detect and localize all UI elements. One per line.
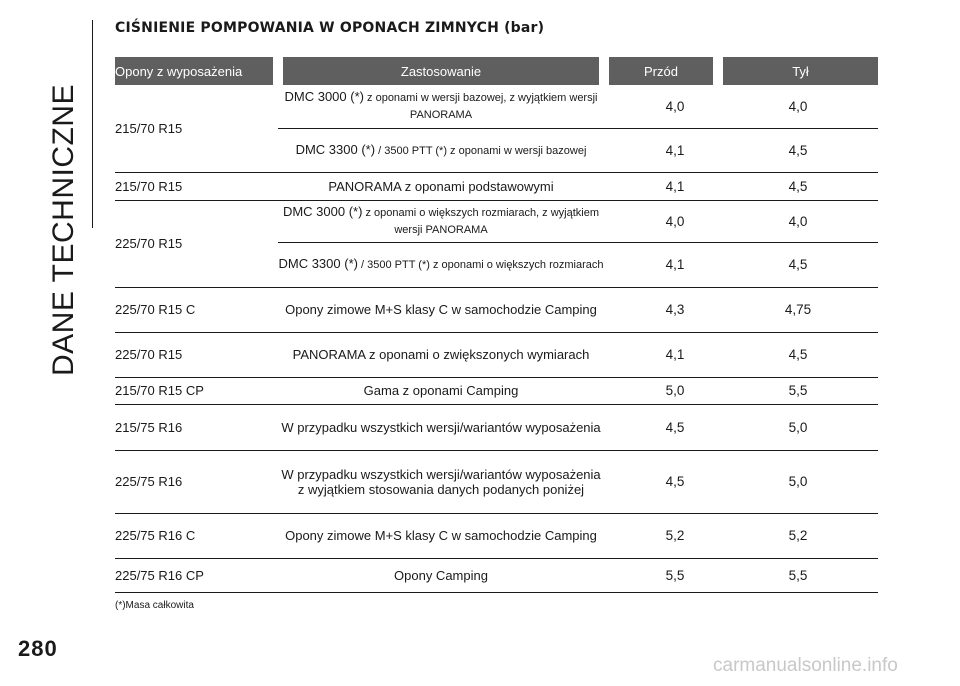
usage-main: DMC 3300 (*) [278, 256, 358, 271]
front-pressure-cell: 4,1 [604, 172, 718, 200]
front-pressure-cell: 5,5 [604, 558, 718, 592]
usage-cell [278, 404, 604, 450]
rear-pressure-cell: 4,0 [718, 85, 878, 128]
tyre-size-cell: 225/70 R15 [115, 332, 278, 377]
usage-cell [278, 332, 604, 377]
page-number: 280 [18, 636, 58, 661]
usage-detail: z oponami o większych rozmiarach, z wyjątkiem wersji PANORAMA [362, 207, 600, 236]
usage-cell [278, 287, 604, 332]
table-row [115, 287, 878, 332]
front-pressure-cell: 4,5 [604, 404, 718, 450]
header-front: Przód [604, 57, 718, 85]
table-header-row [115, 57, 878, 85]
table-row [115, 172, 878, 200]
table-heading: CIŚNIENIE POMPOWANIA W OPONACH ZIMNYCH (bar) [115, 20, 545, 36]
tyre-size-cell: 225/70 R15 [115, 200, 278, 287]
front-pressure-cell: 4,1 [604, 128, 718, 172]
rear-pressure-cell: 5,0 [718, 404, 878, 450]
tyre-size-cell: 225/70 R15 C [115, 287, 278, 332]
front-pressure-cell: 5,2 [604, 513, 718, 558]
table-row [115, 404, 878, 450]
usage-detail: / 3500 PTT (*) z oponami w wersji bazowej [375, 144, 587, 157]
rear-pressure-cell: 4,0 [718, 200, 878, 242]
usage-cell [278, 242, 604, 287]
usage-main: DMC 3000 (*) [284, 89, 364, 105]
tyre-size-cell: 215/70 R15 [115, 172, 278, 200]
front-pressure-cell: 4,1 [604, 332, 718, 377]
section-title: DANE TECHNICZNE [47, 84, 80, 376]
tyre-size-cell: 225/75 R16 [115, 450, 278, 513]
front-pressure-cell: 4,1 [604, 242, 718, 287]
table-row [115, 513, 878, 558]
rear-pressure-cell: 5,5 [718, 377, 878, 404]
front-pressure-cell: 4,0 [604, 85, 718, 128]
table-row [115, 200, 878, 242]
usage-main: DMC 3000 (*) [282, 204, 363, 219]
usage-cell [278, 200, 604, 242]
usage-main: PANORAMA z oponami o zwiększonych wymiarach [292, 347, 590, 362]
usage-cell [278, 85, 604, 128]
rear-pressure-cell: 5,0 [718, 450, 878, 513]
tyre-size-cell: 215/70 R15 CP [115, 377, 278, 404]
rear-pressure-cell: 4,5 [718, 128, 878, 172]
usage-main: DMC 3300 (*) [295, 141, 376, 157]
usage-cell [278, 128, 604, 172]
front-pressure-cell: 4,3 [604, 287, 718, 332]
watermark: carmanualsonline.info [713, 655, 898, 676]
footnote: (*)Masa całkowita [115, 600, 194, 611]
usage-cell [278, 558, 604, 592]
table-row [115, 85, 878, 128]
usage-detail: / 3500 PTT (*) z oponami o większych rozmiarach [357, 259, 604, 271]
tyre-size-cell: 215/75 R16 [115, 404, 278, 450]
usage-detail: z oponami w wersji bazowej, z wyjątkiem wersji PANORAMA [363, 92, 598, 122]
usage-cell [278, 377, 604, 404]
rear-pressure-cell: 5,2 [718, 513, 878, 558]
tyre-size-cell: 215/70 R15 [115, 85, 278, 172]
rear-pressure-cell: 4,5 [718, 332, 878, 377]
usage-cell [278, 513, 604, 558]
tyre-size-cell: 225/75 R16 C [115, 513, 278, 558]
usage-main: Opony zimowe M+S klasy C w samochodzie Camping [285, 302, 597, 317]
rear-pressure-cell: 4,75 [718, 287, 878, 332]
usage-main: Opony zimowe M+S klasy C w samochodzie Camping [285, 528, 597, 543]
front-pressure-cell: 4,0 [604, 200, 718, 242]
usage-main: W przypadku wszystkich wersji/wariantów wyposażenia [281, 419, 601, 435]
rear-pressure-cell: 4,5 [718, 172, 878, 200]
table-row [115, 377, 878, 404]
table-row [115, 332, 878, 377]
header-usage: Zastosowanie [278, 57, 604, 85]
rear-pressure-cell: 5,5 [718, 558, 878, 592]
front-pressure-cell: 4,5 [604, 450, 718, 513]
tyre-size-cell: 225/75 R16 CP [115, 558, 278, 592]
front-pressure-cell: 5,0 [604, 377, 718, 404]
usage-cell [278, 172, 604, 200]
usage-main: Gama z oponami Camping [363, 383, 519, 398]
header-rear: Tył [718, 57, 878, 85]
usage-main: W przypadku wszystkich wersji/wariantów wyposażenia z wyjątkiem stosowania danych podanych poniżej [281, 466, 601, 497]
rear-pressure-cell: 4,5 [718, 242, 878, 287]
tyre-pressure-table [115, 57, 878, 593]
header-tyres: Opony z wyposażenia [115, 57, 278, 85]
usage-main: Opony Camping [394, 567, 488, 583]
table-row [115, 558, 878, 592]
usage-cell [278, 450, 604, 513]
table-row [115, 450, 878, 513]
section-divider [92, 20, 93, 228]
usage-main: PANORAMA z oponami podstawowymi [328, 178, 554, 194]
